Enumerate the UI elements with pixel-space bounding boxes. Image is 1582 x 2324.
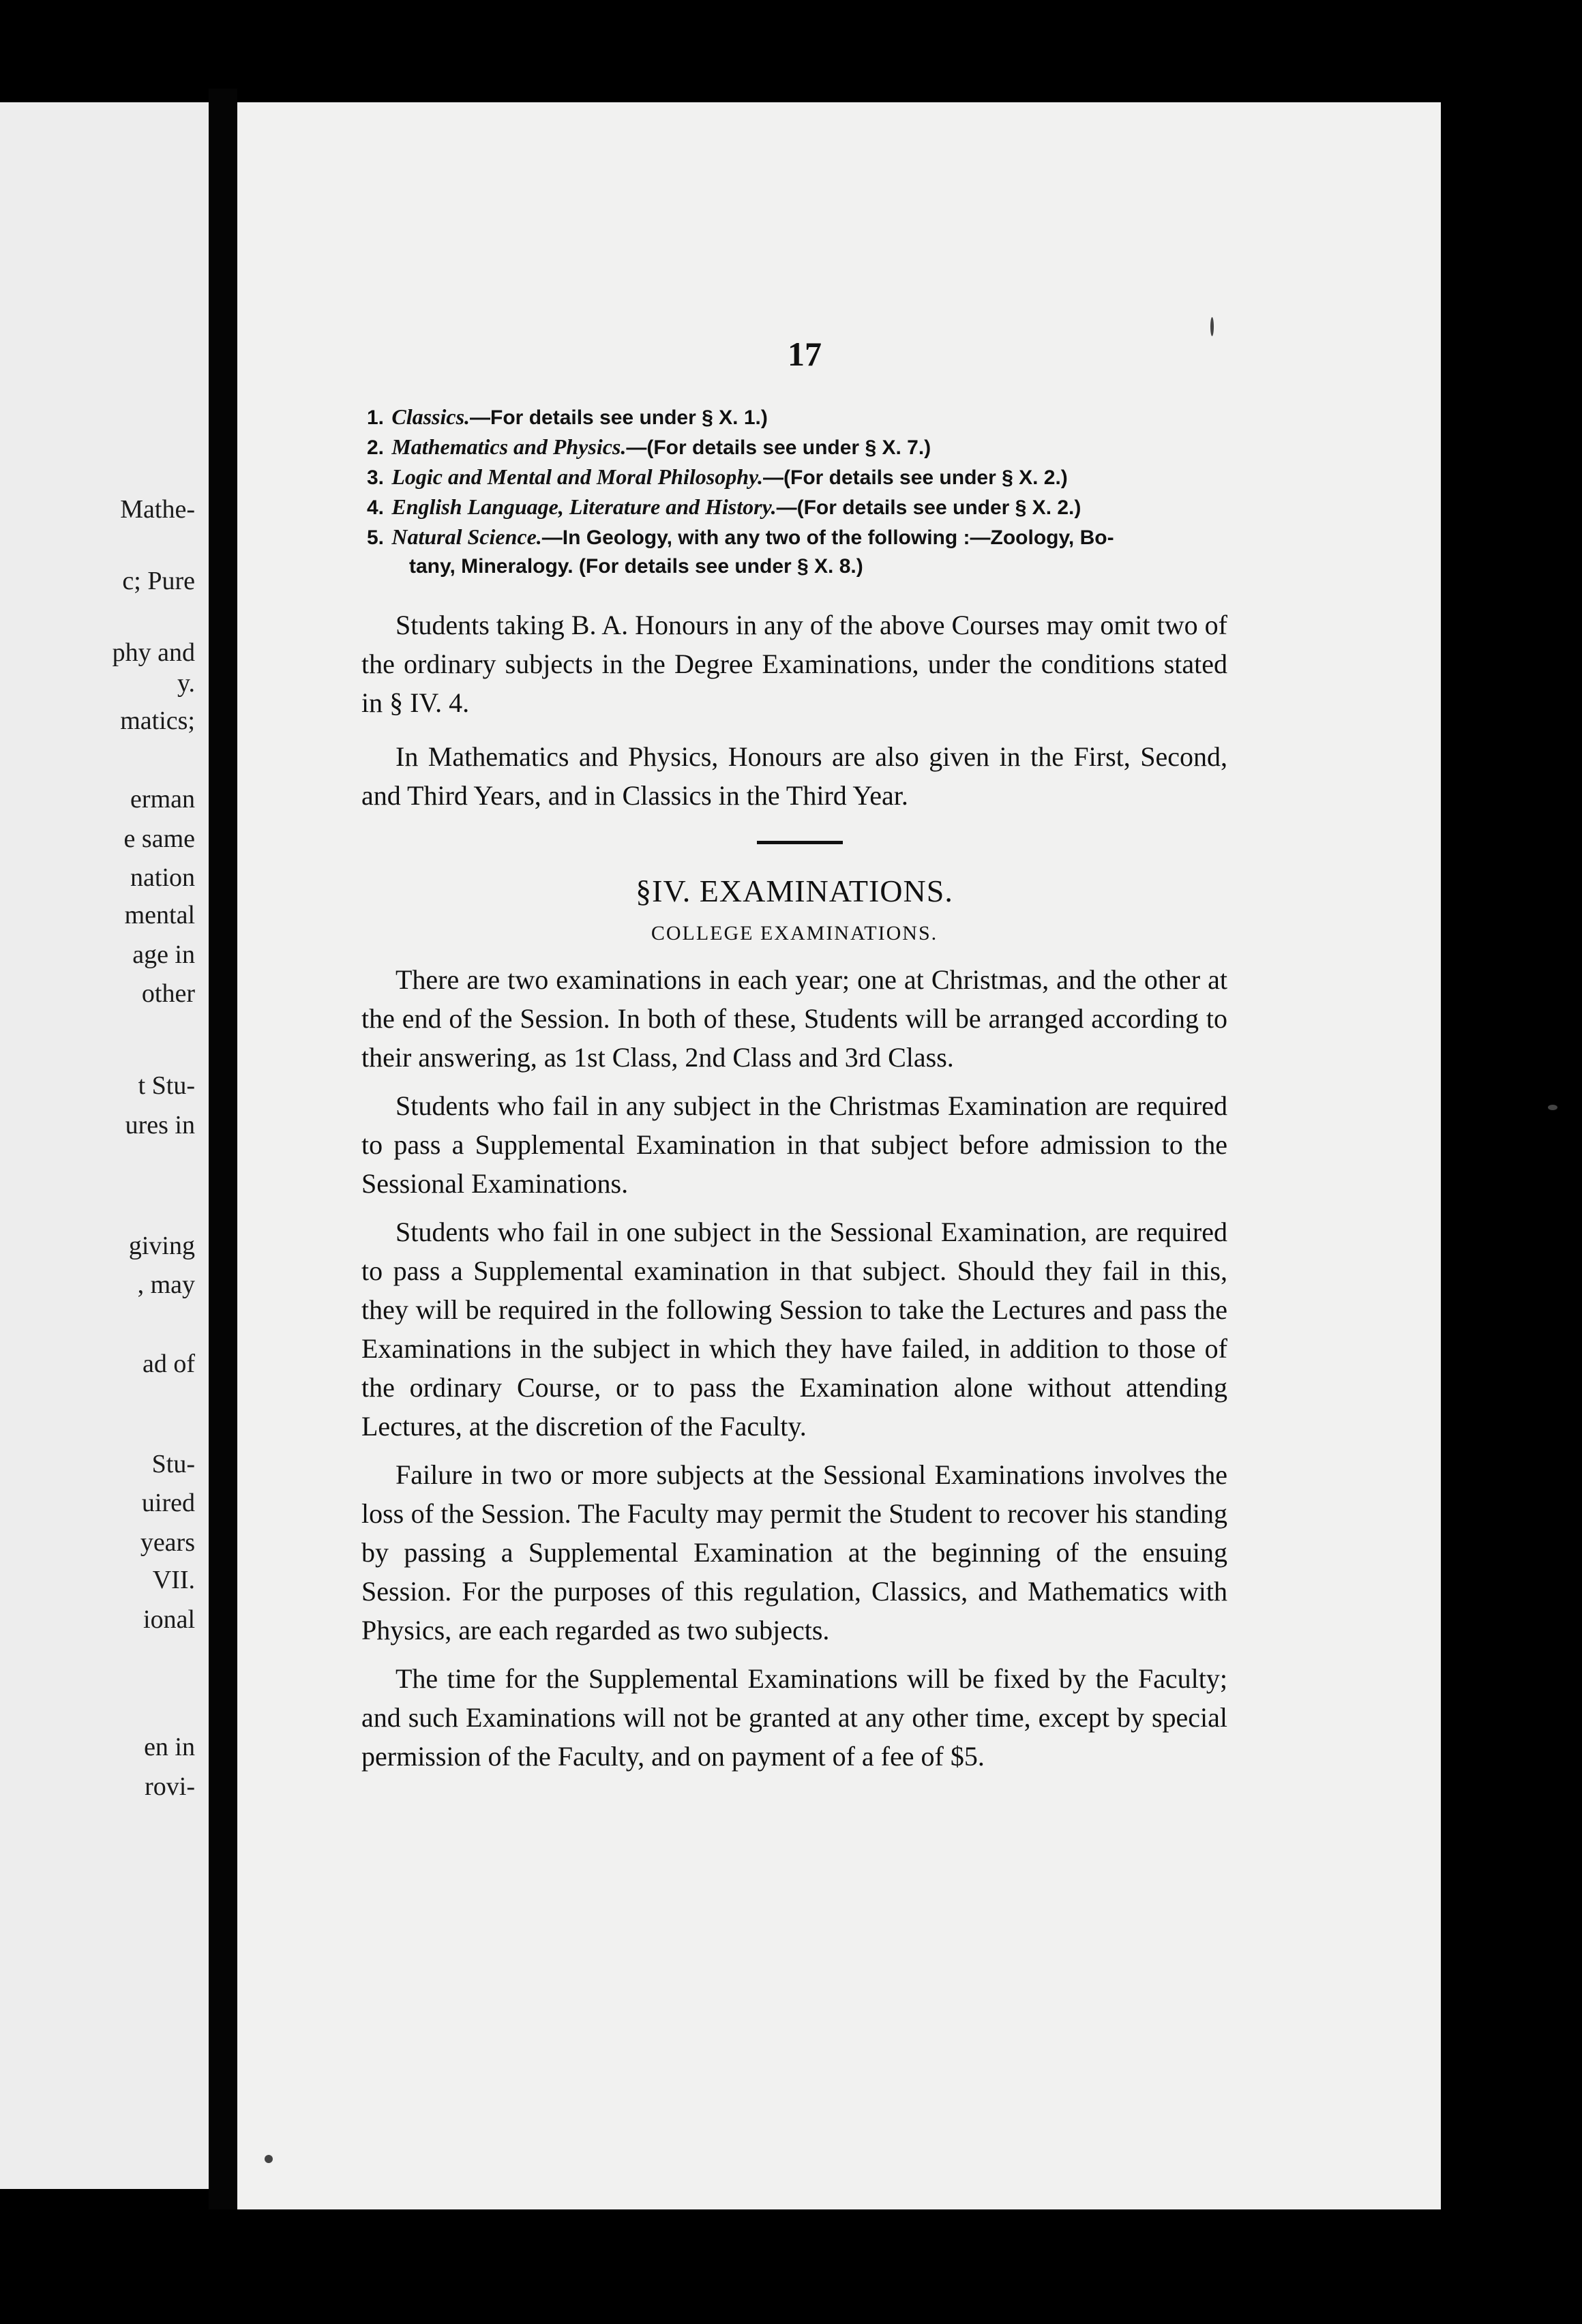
left-page-fragment: c; Pure <box>122 567 195 595</box>
left-page-fragment: rovi- <box>145 1772 195 1801</box>
list-item-text: —In Geology, with any two of the following :—Zoology, Bo- <box>541 526 1114 549</box>
list-item-title: English Language, Literature and History. <box>391 494 777 519</box>
list-item-text: —(For details see under § X. 7.) <box>626 436 931 459</box>
section-divider <box>757 841 843 844</box>
page-number: 17 <box>788 335 822 373</box>
left-page-fragment: Stu- <box>151 1450 195 1478</box>
left-page-fragment: uired <box>141 1489 195 1517</box>
left-page-fragment: matics; <box>120 706 195 735</box>
list-item-title: Natural Science. <box>391 524 542 549</box>
list-item-number: 5. <box>367 526 385 549</box>
left-page-fragment: t Stu- <box>138 1071 195 1100</box>
left-page-fragment: ional <box>143 1605 195 1634</box>
left-page-fragment: en in <box>144 1733 195 1761</box>
list-item-number: 2. <box>367 436 385 459</box>
honours-courses-list <box>367 402 1247 581</box>
book-gutter <box>209 89 237 2209</box>
list-item-number: 4. <box>367 496 385 519</box>
list-item-title: Classics. <box>391 404 471 429</box>
left-page-fragment: giving <box>128 1232 195 1260</box>
paragraph: There are two examinations in each year; one at Christmas, and the other at the end of the Session. In both of these, Students will be arranged according to their answering, as 1st Class, 2nd Class and 3rd Class. <box>361 964 1227 1073</box>
list-item-text: —(For details see under § X. 2.) <box>763 466 1068 489</box>
list-item <box>367 402 1247 432</box>
list-item-text: —For details see under § X. 1.) <box>470 406 768 429</box>
list-item-text: —(For details see under § X. 2.) <box>776 496 1081 519</box>
left-page-fragment: y. <box>177 669 195 698</box>
left-page-fragment: erman <box>130 785 195 814</box>
list-item <box>367 432 1247 462</box>
scan-speck <box>1210 317 1214 336</box>
list-item <box>367 522 1247 552</box>
left-page-fragment: phy and <box>112 638 195 667</box>
paragraph: Failure in two or more subjects at the Sessional Examinations involves the loss of the Session. The Faculty may permit the Student to recover his standing by passing a Supplemental Examination at the beginning of the ensuing Session. For the purposes of this regulation, Classics, and Mathematics with Physics, are each regarded as two subjects. <box>361 1459 1227 1645</box>
list-item <box>367 462 1247 492</box>
left-page-fragment: nation <box>130 863 195 892</box>
list-item-text: tany, Mineralogy. (For details see under § X. 8.) <box>409 555 863 578</box>
list-item-continuation <box>367 552 1247 581</box>
paragraph: The time for the Supplemental Examinations will be fixed by the Faculty; and such Examinations will not be granted at any other time, except by special permission of the Faculty, and on payment of a fee of $5. <box>361 1663 1227 1772</box>
left-page-fragment: Mathe- <box>120 495 195 524</box>
paragraph: Students taking B. A. Honours in any of the above Courses may omit two of the ordinary subjects in the Degree Examinations, under the conditions stated in § IV. 4. <box>361 610 1227 718</box>
left-page-fragment: other <box>141 979 195 1008</box>
left-page-fragment: ures in <box>125 1111 195 1139</box>
list-item-number: 1. <box>367 406 385 429</box>
left-page-fragment: years <box>140 1528 195 1557</box>
list-item-title: Logic and Mental and Moral Philosophy. <box>391 464 763 489</box>
left-page-fragment: mental <box>124 901 195 929</box>
left-page-fragment: VII. <box>152 1566 195 1594</box>
paragraph: Students who fail in one subject in the Sessional Examination, are required to pass a Supplemental examination in that subject. Should they fail in this, they will be required in the following Session to take the Lectures and pass the Examinations in the subject in which they have failed, in addition to those of the ordinary Course, or to pass the Examination alone without attending Lectures, at the discretion of the Faculty. <box>361 1217 1227 1442</box>
list-item-number: 3. <box>367 466 385 489</box>
scan-speck <box>1548 1105 1557 1110</box>
left-page-fragment: age in <box>132 940 195 969</box>
paragraph: Students who fail in any subject in the Christmas Examination are required to pass a Supplemental Examination in that subject before admission to the Sessional Examinations. <box>361 1090 1227 1199</box>
intro-text <box>361 606 1227 815</box>
left-page-fragment: e same <box>123 824 195 853</box>
left-page-fragment: ad of <box>142 1350 195 1378</box>
list-item <box>367 492 1247 522</box>
paragraph: In Mathematics and Physics, Honours are also given in the First, Second, and Third Years, and in Classics in the Third Year. <box>361 741 1227 811</box>
section-text <box>361 960 1227 1776</box>
list-item-title: Mathematics and Physics. <box>391 434 627 459</box>
section-subheading: COLLEGE EXAMINATIONS. <box>651 922 938 944</box>
section-heading: §IV. EXAMINATIONS. <box>636 874 953 908</box>
left-page-fragment: , may <box>137 1270 195 1299</box>
scan-speck <box>265 2155 273 2163</box>
left-facing-page <box>0 102 209 2189</box>
